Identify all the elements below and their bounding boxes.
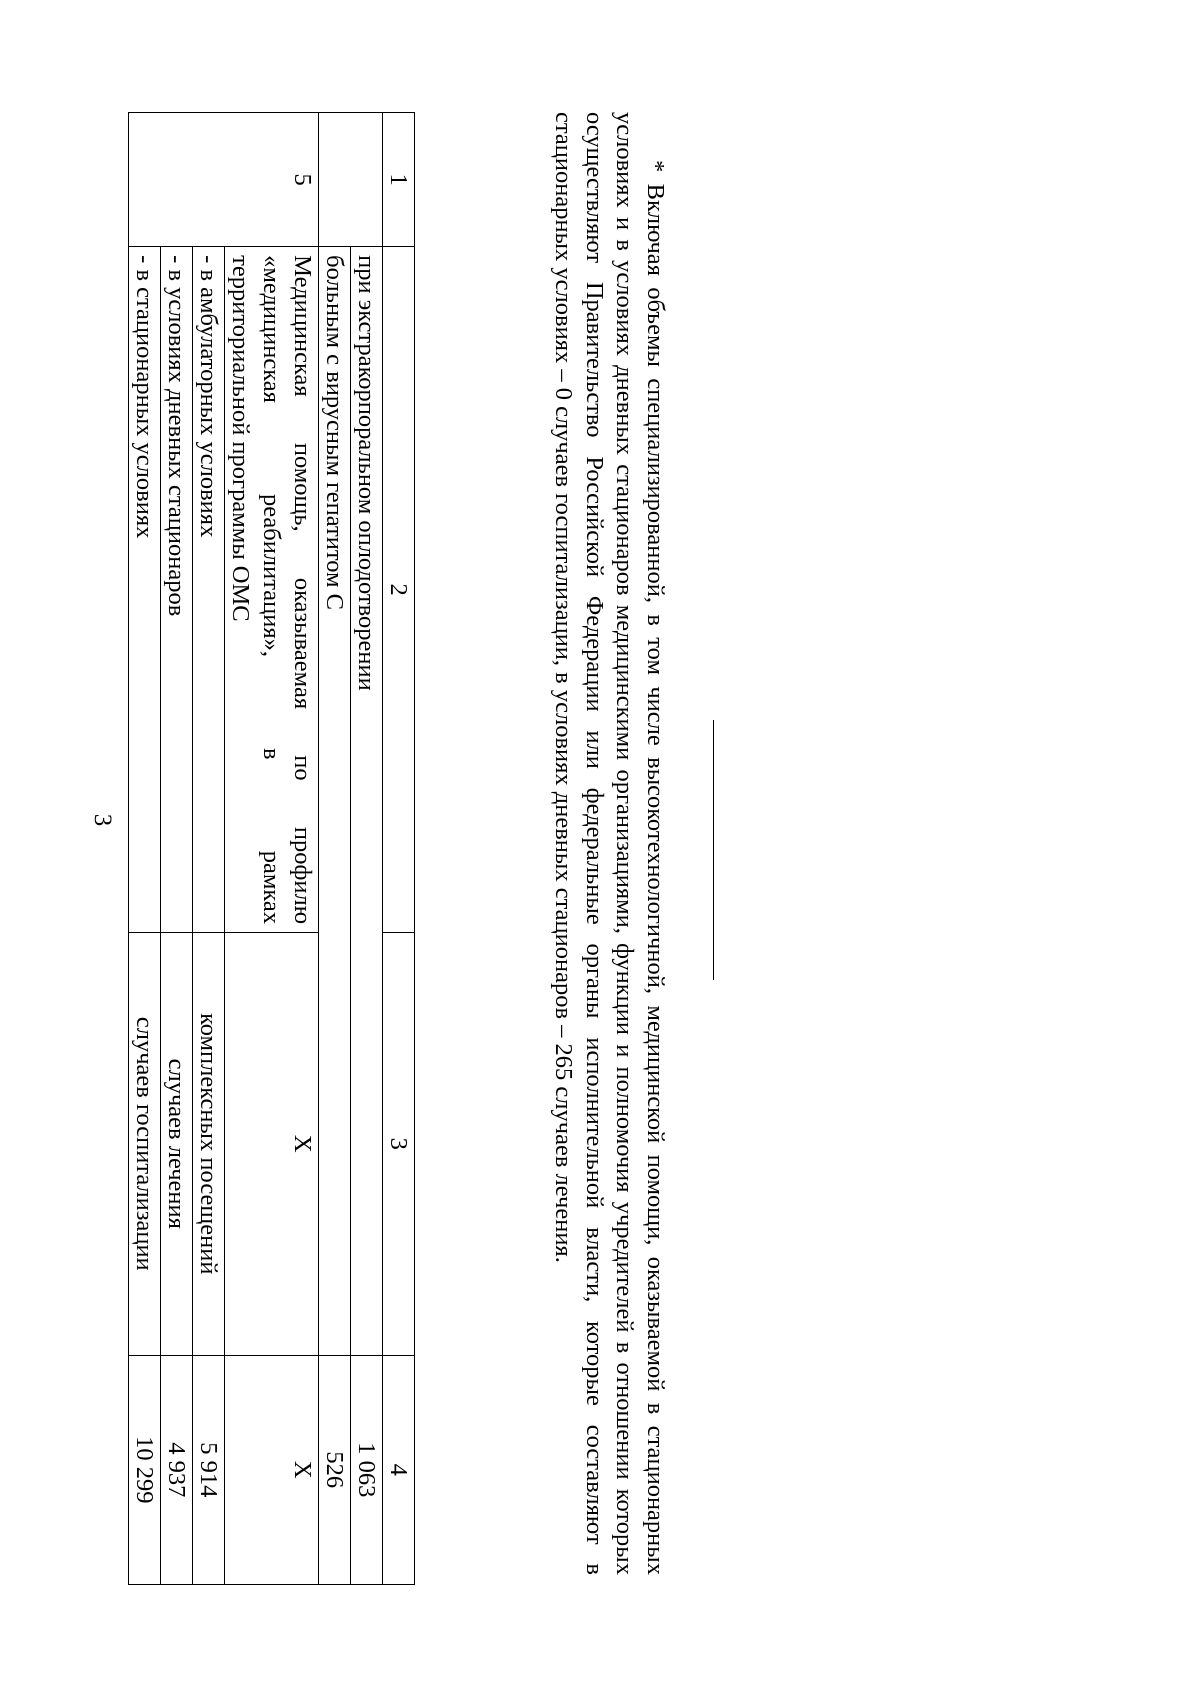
table-header-row bbox=[383, 113, 415, 1585]
table-row bbox=[319, 113, 351, 1585]
row-label-inpatient: - в стационарных условиях bbox=[129, 247, 161, 933]
header-cell-4: 4 bbox=[383, 1355, 415, 1584]
header-cell-3: 3 bbox=[383, 933, 415, 1356]
row-unit-inpatient: случаев госпитализации bbox=[129, 933, 161, 1356]
rehab-line-3: территориальной программы ОМС bbox=[227, 255, 254, 622]
rehab-line-2: «медицинская реабилитация», в рамках bbox=[258, 255, 285, 924]
row-value-hepatitis: 526 bbox=[319, 1355, 351, 1584]
row-number-cell bbox=[319, 113, 383, 247]
page-number: 3 bbox=[89, 813, 116, 827]
row-label-day-hospital: - в условиях дневных стационаров bbox=[161, 247, 193, 933]
row-unit-outpatient: комплексных посещений bbox=[193, 933, 225, 1356]
row-value-ivf: 1 063 bbox=[351, 1355, 383, 1584]
table-row bbox=[129, 113, 161, 1585]
header-cell-1: 1 bbox=[383, 113, 415, 247]
row-value-rehabilitation: Х bbox=[225, 1355, 319, 1584]
volume-table bbox=[128, 112, 415, 1585]
row-unit-day-hospital: случаев лечения bbox=[161, 933, 193, 1356]
table-row bbox=[351, 113, 383, 1585]
row-value-inpatient: 10 299 bbox=[129, 1355, 161, 1584]
header-cell-2: 2 bbox=[383, 247, 415, 933]
rehab-line-1: Медицинская помощь, оказываемая по профилю bbox=[289, 255, 316, 924]
row-value-outpatient: 5 914 bbox=[193, 1355, 225, 1584]
table-row bbox=[225, 113, 319, 1585]
row-label-hepatitis: больным с вирусным гепатитом С bbox=[319, 247, 351, 1355]
separator-line bbox=[713, 720, 714, 980]
table-row bbox=[193, 113, 225, 1585]
row-label-ivf: при экстракорпоральном оплодотворении bbox=[351, 247, 383, 1355]
table-row bbox=[161, 113, 193, 1585]
row-value-day-hospital: 4 937 bbox=[161, 1355, 193, 1584]
row-label-rehabilitation bbox=[225, 247, 319, 933]
footnote: * Включая объемы специализированной, в том числе высокотехнологичной, медицинской помощи, оказываемой в стационарных условиях и в условиях дневных стационаров медицинскими организациями, функции и полномочия учредителей в отношении которых осуществляют Правительство Российской Федерации или федеральные органы исполнительной власти, которые составляют в стационарных условиях – 0 случаев госпитализации, в условиях дневных стационаров – 265 случаев лечения. bbox=[550, 112, 669, 1575]
row-label-outpatient: - в амбулаторных условиях bbox=[193, 247, 225, 933]
row-number-cell: 5 bbox=[129, 113, 319, 247]
row-unit-rehabilitation: Х bbox=[225, 933, 319, 1356]
